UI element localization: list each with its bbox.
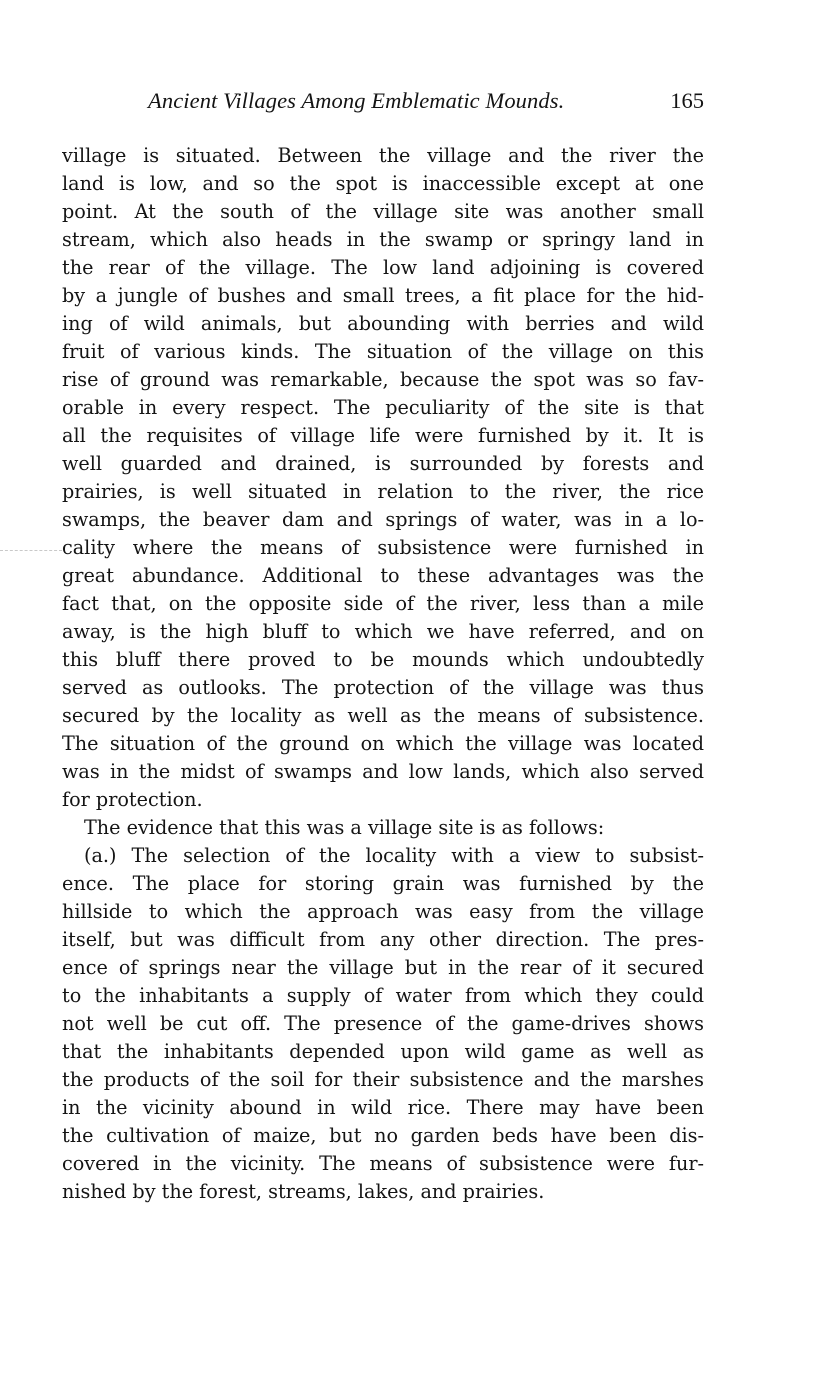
text-line: prairies, is well situated in relation to the river, the rice (62, 480, 704, 503)
text-line: that the inhabitants depended upon wild game as well as (62, 1040, 704, 1063)
text-line: in the vicinity abound in wild rice. There may have been (62, 1096, 704, 1119)
text-line: ence of springs near the village but in the rear of it secured (62, 956, 704, 979)
text-line: all the requisites of village life were furnished by it. It is (62, 424, 704, 447)
text-line: the products of the soil for their subsistence and the marshes (62, 1068, 704, 1091)
paragraph-start-line: The evidence that this was a village site is as follows: (84, 816, 605, 839)
text-line: by a jungle of bushes and small trees, a fit place for the hid- (62, 284, 704, 307)
text-line: covered in the vicinity. The means of subsistence were fur- (62, 1152, 704, 1175)
text-line: point. At the south of the village site was another small (62, 200, 704, 223)
text-line: well guarded and drained, is surrounded by forests and (62, 452, 704, 475)
text-line: orable in every respect. The peculiarity of the site is that (62, 396, 704, 419)
text-line: was in the midst of swamps and low lands, which also served (62, 760, 704, 783)
text-line: great abundance. Additional to these advantages was the (62, 564, 704, 587)
text-line: nished by the forest, streams, lakes, and prairies. (62, 1180, 545, 1203)
text-line: itself, but was difficult from any other direction. The pres- (62, 928, 704, 951)
running-head (62, 86, 704, 120)
list-item-a-start-line: (a.) The selection of the locality with a view to subsist- (84, 844, 704, 867)
text-line: cality where the means of subsistence were furnished in (62, 536, 704, 559)
text-line: secured by the locality as well as the means of subsistence. (62, 704, 704, 727)
text-line: the cultivation of maize, but no garden beds have been dis- (62, 1124, 704, 1147)
text-line: fruit of various kinds. The situation of the village on this (62, 340, 704, 363)
text-line: rise of ground was remarkable, because the spot was so fav- (62, 368, 704, 391)
page-number: 165 (670, 88, 704, 113)
text-line: fact that, on the opposite side of the river, less than a mile (62, 592, 704, 615)
text-line: land is low, and so the spot is inaccessible except at one (62, 172, 704, 195)
text-line: the rear of the village. The low land adjoining is covered (62, 256, 704, 279)
text-line: stream, which also heads in the swamp or springy land in (62, 228, 704, 251)
body-text (62, 142, 704, 1206)
text-line: village is situated. Between the village and the river the (62, 144, 704, 167)
scan-artifact-line (0, 550, 62, 551)
text-line: not well be cut off. The presence of the game-drives shows (62, 1012, 704, 1035)
text-line: The situation of the ground on which the village was located (62, 732, 704, 755)
text-line: to the inhabitants a supply of water from which they could (62, 984, 704, 1007)
text-line: away, is the high bluff to which we have referred, and on (62, 620, 704, 643)
text-line: ence. The place for storing grain was furnished by the (62, 872, 704, 895)
text-line: swamps, the beaver dam and springs of water, was in a lo- (62, 508, 704, 531)
text-line: served as outlooks. The protection of the village was thus (62, 676, 704, 699)
text-line: hillside to which the approach was easy from the village (62, 900, 704, 923)
text-line: for protection. (62, 788, 203, 811)
running-title: Ancient Villages Among Emblematic Mounds. (148, 88, 565, 113)
text-line: this bluff there proved to be mounds which undoubtedly (62, 648, 704, 671)
text-line: ing of wild animals, but abounding with berries and wild (62, 312, 704, 335)
